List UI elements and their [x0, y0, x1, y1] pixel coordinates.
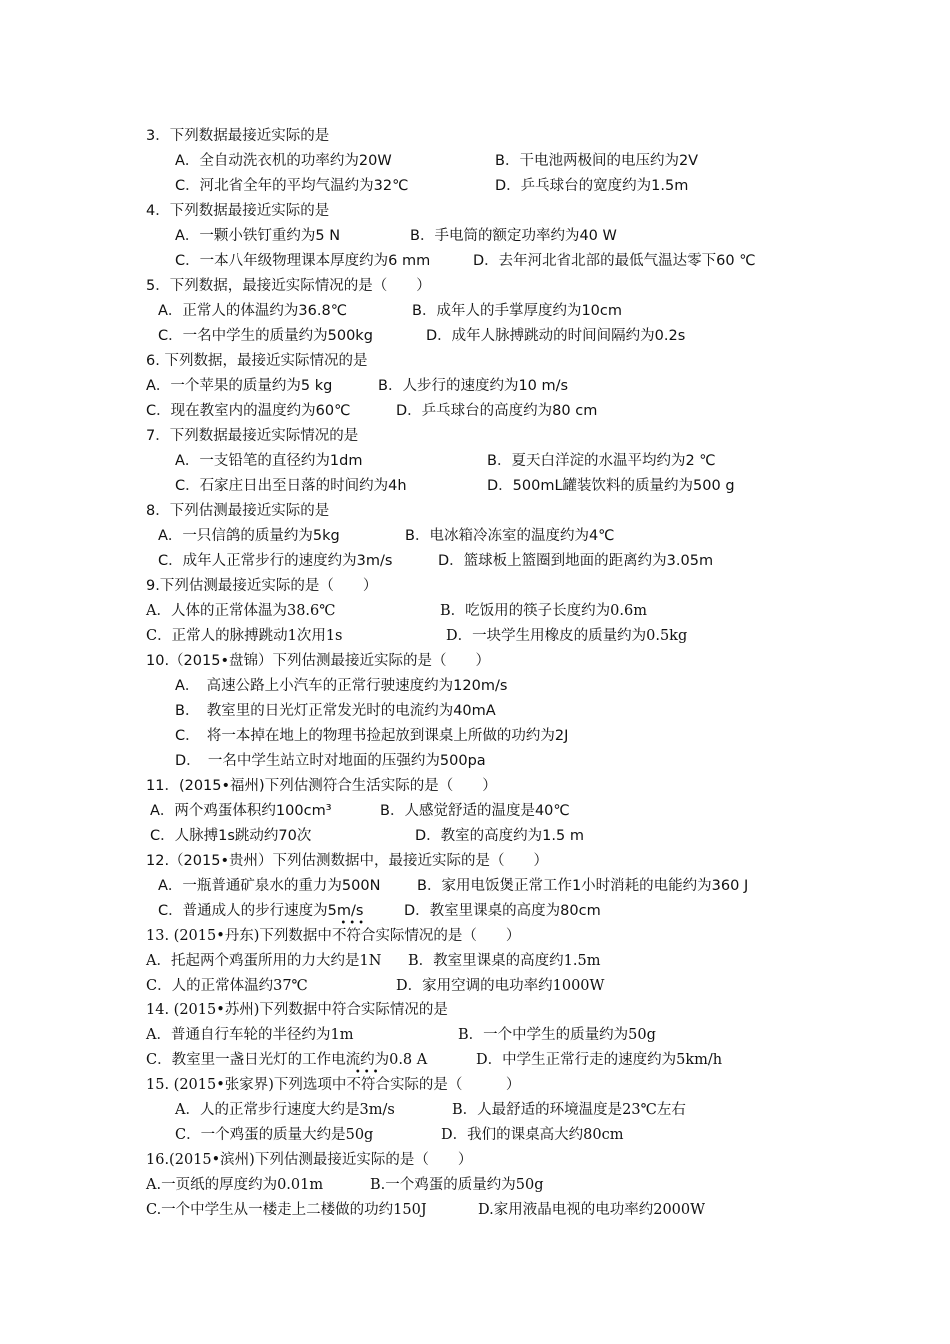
question-15-option-c: C．一个鸡蛋的质量大约是50g [175, 1127, 374, 1143]
question-16-option-c: C.一个中学生从一楼走上二楼做的功约150J [146, 1202, 427, 1218]
question-15-stem [146, 1067, 521, 1095]
question-10-option-c: C． 将一本掉在地上的物理书捡起放到课桌上所做的功约为2J [175, 728, 569, 744]
question-16-option-b: B.一个鸡蛋的质量约为50g [370, 1177, 544, 1193]
stem-suffix: 实际的是（ ） [389, 1077, 521, 1093]
question-6-option-a: A．一个苹果的质量约为5 kg [146, 378, 333, 394]
question-6-stem: 6. 下列数据，最接近实际情况的是 [146, 353, 368, 369]
emphasized-text: 不符合 [331, 928, 376, 944]
question-10-option-a: A． 高速公路上小汽车的正常行驶速度约为120m/s [175, 678, 508, 694]
question-15-option-d: D．我们的课桌高大约80cm [441, 1127, 624, 1143]
question-4-option-d: D．去年河北省北部的最低气温达零下60 ℃ [473, 253, 756, 269]
question-14-option-a: A．普通自行车轮的半径约为1m [146, 1027, 354, 1043]
question-7-option-b: B．夏天白洋淀的水温平均约为2 ℃ [487, 453, 716, 469]
question-11-option-b: B．人感觉舒适的温度是40℃ [380, 803, 570, 819]
emphasis-dots: ••• [340, 918, 368, 929]
question-3-stem: 3．下列数据最接近实际的是 [146, 128, 330, 144]
question-13-option-d: D．家用空调的电功率约1000W [396, 978, 605, 994]
question-9-option-d: D．一块学生用橡皮的质量约为0.5kg [446, 628, 688, 644]
question-4-option-c: C．一本八年级物理课本厚度约为6 mm [175, 253, 431, 269]
emphasized-negation [346, 1067, 390, 1093]
question-12-option-c: C．普通成人的步行速度为5m/s [158, 903, 364, 919]
question-14-option-c: C．教室里一盏日光灯的工作电流约为0.8 A [146, 1052, 428, 1068]
question-13-option-c: C．人的正常体温约37℃ [146, 978, 308, 994]
emphasized-text: 不符合 [346, 1077, 390, 1093]
question-9-stem: 9.下列估测最接近实际的是（ ） [146, 578, 378, 594]
question-5-option-d: D．成年人脉搏跳动的时间间隔约为0.2s [426, 328, 686, 344]
question-10-stem: 10.（2015•盘锦）下列估测最接近实际的是（ ） [146, 653, 491, 669]
question-13-option-b: B．教室里课桌的高度约1.5m [408, 953, 601, 969]
question-3-option-d: D．乒乓球台的宽度约为1.5m [495, 178, 689, 194]
stem-suffix: 实际情况的是（ ） [375, 928, 521, 944]
stem-prefix: 15. (2015•张家界)下列选项中 [146, 1077, 347, 1093]
question-12-option-a: A．一瓶普通矿泉水的重力为500N [158, 878, 381, 894]
question-12-stem: 12.（2015•贵州）下列估测数据中，最接近实际的是（ ） [146, 853, 549, 869]
question-15-option-a: A．人的正常步行速度大约是3m/s [175, 1102, 395, 1118]
question-14-option-b: B．一个中学生的质量约为50g [458, 1027, 656, 1043]
question-3-option-b: B．干电池两极间的电压约为2V [495, 153, 699, 169]
question-8-option-c: C．成年人正常步行的速度约为3m/s [158, 553, 393, 569]
question-5-option-a: A．正常人的体温约为36.8℃ [158, 303, 347, 319]
question-5-stem: 5．下列数据，最接近实际情况的是（ ） [146, 278, 431, 294]
emphasized-negation [331, 918, 376, 944]
emphasis-dots: ••• [354, 1067, 382, 1078]
question-11-option-a: A．两个鸡蛋体积约100cm³ [150, 803, 332, 819]
question-11-stem: 11．(2015•福州)下列估测符合生活实际的是（ ） [146, 778, 497, 794]
question-3-option-c: C．河北省全年的平均气温约为32℃ [175, 178, 409, 194]
question-14-option-d: D．中学生正常行走的速度约为5km/h [476, 1052, 723, 1068]
question-5-option-c: C．一名中学生的质量约为500kg [158, 328, 373, 344]
question-7-option-a: A．一支铅笔的直径约为1dm [175, 453, 363, 469]
question-6-option-c: C．现在教室内的温度约为60℃ [146, 403, 351, 419]
question-14-stem: 14. (2015•苏州)下列数据中符合实际情况的是 [146, 1002, 448, 1018]
question-11-option-d: D．教室的高度约为1.5 m [415, 828, 584, 844]
question-9-option-b: B．吃饭用的筷子长度约为0.6m [440, 603, 647, 619]
question-5-option-b: B．成年人的手掌厚度约为10cm [412, 303, 622, 319]
question-3-option-a: A．全自动洗衣机的功率约为20W [175, 153, 392, 169]
question-7-option-d: D．500mL罐装饮料的质量约为500 g [487, 478, 735, 494]
question-8-option-b: B．电冰箱冷冻室的温度约为4℃ [405, 528, 615, 544]
question-16-option-a: A.一页纸的厚度约为0.01m [146, 1177, 324, 1193]
question-13-stem [146, 918, 521, 946]
question-16-stem: 16.(2015•滨州)下列估测最接近实际的是（ ） [146, 1152, 473, 1168]
question-12-option-b: B．家用电饭煲正常工作1小时消耗的电能约为360 J [417, 878, 749, 894]
question-10-option-b: B． 教室里的日光灯正常发光时的电流约为40mA [175, 703, 496, 719]
question-15-option-b: B．人最舒适的环境温度是23℃左右 [452, 1102, 686, 1118]
question-8-option-d: D．篮球板上篮圈到地面的距离约为3.05m [438, 553, 714, 569]
question-12-option-d: D．教室里课桌的高度为80cm [404, 903, 601, 919]
question-7-stem: 7．下列数据最接近实际情况的是 [146, 428, 359, 444]
question-16-option-d: D.家用液晶电视的电功率约2000W [478, 1202, 706, 1218]
question-9-option-c: C．正常人的脉搏跳动1次用1s [146, 628, 343, 644]
question-11-option-c: C．人脉搏1s跳动约70次 [150, 828, 312, 844]
stem-prefix: 13. (2015•丹东)下列数据中 [146, 928, 332, 944]
question-4-option-b: B．手电筒的额定功率约为40 W [410, 228, 617, 244]
question-10-option-d: D． 一名中学生站立时对地面的压强约为500pa [175, 753, 486, 769]
question-13-option-a: A．托起两个鸡蛋所用的力大约是1N [146, 953, 382, 969]
question-8-option-a: A．一只信鸽的质量约为5kg [158, 528, 340, 544]
question-4-option-a: A．一颗小铁钉重约为5 N [175, 228, 341, 244]
question-7-option-c: C．石家庄日出至日落的时间约为4h [175, 478, 407, 494]
question-4-stem: 4．下列数据最接近实际的是 [146, 203, 330, 219]
question-8-stem: 8．下列估测最接近实际的是 [146, 503, 330, 519]
question-6-option-d: D．乒乓球台的高度约为80 cm [396, 403, 598, 419]
question-6-option-b: B．人步行的速度约为10 m/s [378, 378, 569, 394]
question-9-option-a: A．人体的正常体温为38.6℃ [146, 603, 336, 619]
